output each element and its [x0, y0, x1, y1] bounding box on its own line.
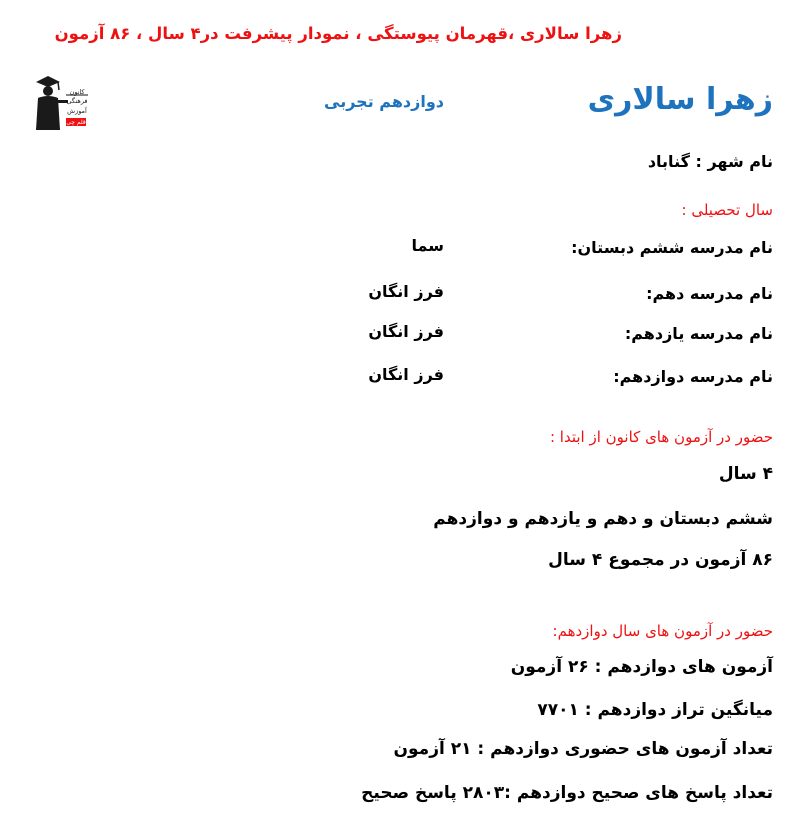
school-value-sixth: سما	[411, 236, 444, 255]
logo-line-2: فرهنگی	[66, 97, 88, 105]
school-label-sixth: نام مدرسه ششم دبستان:	[571, 238, 773, 257]
academic-year-heading: سال تحصیلی :	[681, 201, 773, 219]
grade12-in-person-count: تعداد آزمون های حضوری دوازدهم : ۲۱ آزمون	[393, 739, 773, 759]
logo-badge: قلم چی	[66, 119, 86, 126]
graduate-figure-icon	[30, 72, 88, 138]
school-value-eleventh: فرز انگان	[368, 322, 444, 341]
school-value-tenth: فرز انگان	[368, 282, 444, 301]
grade12-heading: حضور در آزمون های سال دوازدهم:	[552, 622, 773, 640]
logo-line-3: آموزش	[67, 107, 87, 115]
grade12-exam-count: آزمون های دوازدهم : ۲۶ آزمون	[510, 657, 773, 677]
school-value-twelfth: فرز انگان	[368, 365, 444, 384]
grade12-correct-answers: تعداد پاسخ های صحیح دوازدهم :۲۸۰۳ پاسخ صحیح	[361, 783, 773, 803]
city-line: نام شهر : گناباد	[647, 152, 773, 171]
kanoon-logo	[30, 72, 88, 138]
grade12-average-level: میانگین تراز دوازدهم : ۷۷۰۱	[537, 700, 773, 720]
page-headline: زهرا سالاری ،قهرمان پیوستگی ، نمودار پیشرفت در۴ سال ، ۸۶ آزمون	[54, 24, 622, 43]
student-grade: دوازدهم تجربی	[324, 92, 444, 111]
school-label-eleventh: نام مدرسه یازدهم:	[624, 324, 773, 343]
attendance-total: ۸۶ آزمون در مجموع ۴ سال	[548, 550, 773, 570]
student-name: زهرا سالاری	[587, 82, 773, 117]
logo-line-1: کانون	[69, 88, 85, 96]
attendance-grades: ششم دبستان و دهم و یازدهم و دوازدهم	[433, 509, 773, 529]
school-label-tenth: نام مدرسه دهم:	[646, 284, 773, 303]
attendance-heading: حضور در آزمون های کانون از ابتدا :	[549, 428, 773, 446]
attendance-years: ۴ سال	[718, 464, 773, 484]
school-label-twelfth: نام مدرسه دوازدهم:	[613, 367, 773, 386]
